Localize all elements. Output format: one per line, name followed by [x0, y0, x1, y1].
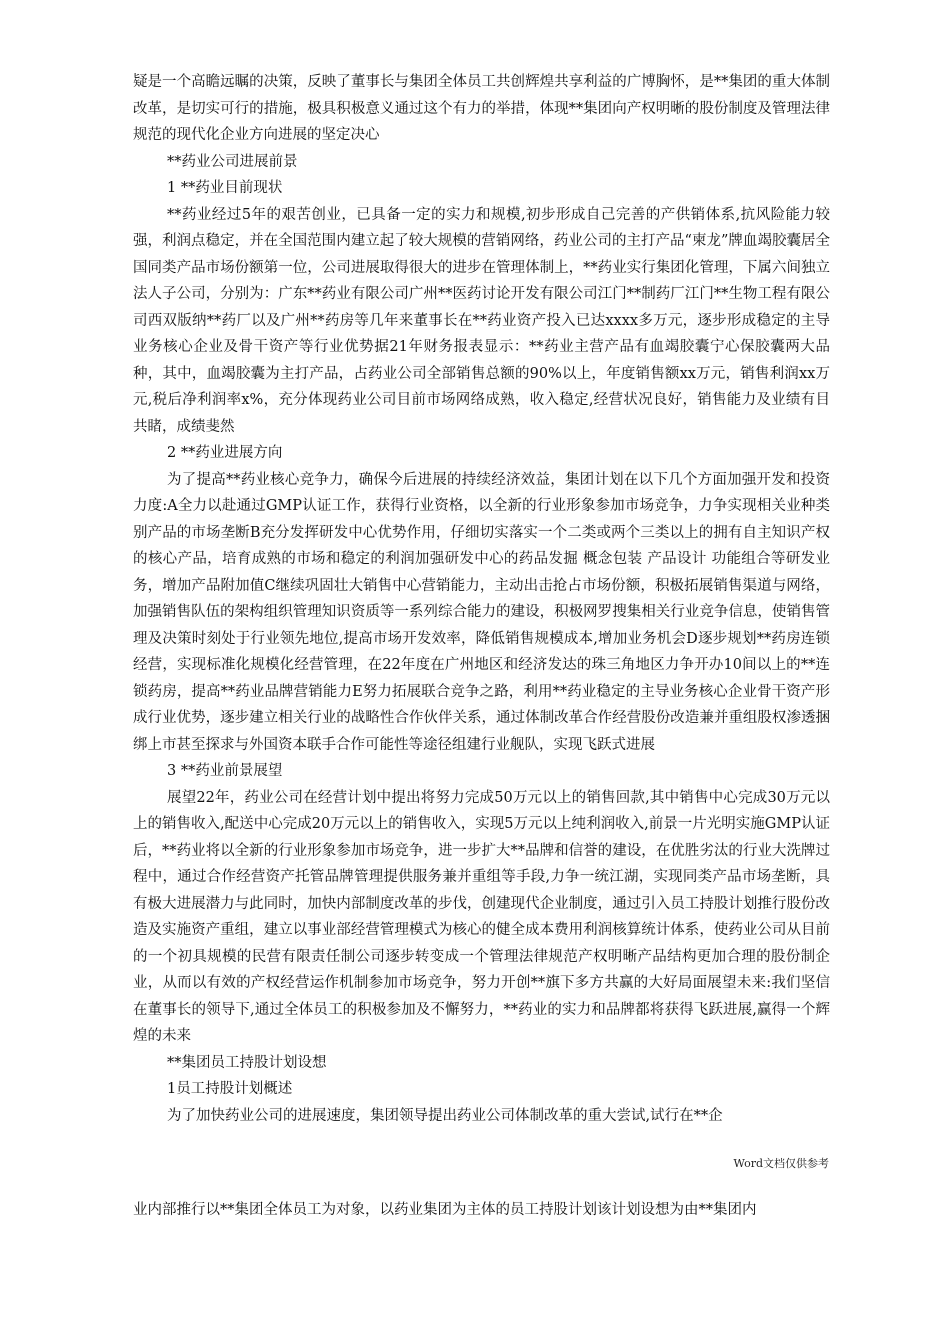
subheading-current-status: 1 **药业目前现状	[167, 180, 283, 196]
paragraph-direction: 为了提高**药业核心竞争力，确保今后进展的持续经济效益，集团计划在以下几个方面加强开发和投资力度:A全力以赴通过GMP认证工作，获得行业资格，以全新的行业形象参加市场竞争，力争实现相关业种类别产品的市场垄断B充分发挥研发中心优势作用，仔细切实落实一个二类或两个三类以上的拥有自主知识产权的核心产品，培育成熟的市场和稳定的利润加强研发中心的药品发掘 概念包装 产品设计 功能组合等研发业务，增加产品附加值C继续巩固壮大销售中心营销能力，主动出击抢占市场份额，积极拓展销售渠道与网络，加强销售队伍的架构组织管理知识资质等一系列综合能力的建设，积极网罗搜集相关行业竞争信息，使销售管理及决策时刻处于行业领先地位,提高市场开发效率，降低销售规模成本,增加业务机会D逐步规划**药房连锁经营，实现标准化规模化经营管理，在22年度在广州地区和经济发达的珠三角地区力争开办10间以上的**连锁药房，提高**药业品牌营销能力E努力拓展联合竞争之路，利用**药业稳定的主导业务核心企业骨干资产形成行业优势，逐步建立相关行业的战略性合作伙伴关系，通过体制改革合作经营股份改造兼并重组股权渗透捆绑上市甚至探求与外国资本联手合作可能性等途径组建行业舰队，实现飞跃式进展	[133, 471, 830, 753]
paragraph-esop-overview: 为了加快药业公司的进展速度，集团领导提出药业公司体制改革的重大尝试,试行在**企	[167, 1107, 723, 1124]
paragraph-current-status: **药业经过5年的艰苦创业，已具备一定的实力和规模,初步形成自己完善的产供销体系,抗风险能力较强，利润点稳定，并在全国范围内建立起了较大规模的营销网络，药业公司的主打产品“柬龙”牌血竭胶囊居全国同类产品市场份额第一位，公司进展取得很大的进步在管理体制上，**药业实行集团化管理，下属六间独立法人子公司，分别为：广东**药业有限公司广州**医药讨论开发有限公司江门**制药厂江门**生物工程有限公司西双版纳**药厂以及广州**药房等几年来董事长在**药业资产投入已达xxxx多万元，逐步形成稳定的主导业务核心企业及骨干资产等行业优势据21年财务报表显示：**药业主营产品有血竭胶囊宁心保胶囊两大品种，其中，血竭胶囊为主打产品，占药业公司全部销售总额的90%以上，年度销售额xx万元，销售利润xx万元,税后净利润率x%，充分体现药业公司目前市场网络成熟，收入稳定,经营状况良好，销售能力及业绩有目共睹，成绩斐然	[133, 206, 830, 435]
subheading-outlook: 3 **药业前景展望	[167, 763, 283, 779]
next-page-paragraph: 业内部推行以**集团全体员工为对象，以药业集团为主体的员工持股计划该计划设想为由**集团内	[133, 1202, 757, 1218]
paragraph-intro: 疑是一个高瞻远瞩的决策，反映了董事长与集团全体员工共创辉煌共享利益的广博胸怀，是**集团的重大体制改革，是切实可行的措施，极具积极意义通过这个有力的举措，体现**集团向产权明晰的股份制度及管理法律规范的现代化企业方向进展的坚定决心	[133, 74, 830, 143]
document-body	[133, 69, 830, 1129]
section-heading-esop: **集团员工持股计划设想	[167, 1054, 327, 1071]
paragraph-outlook: 展望22年，药业公司在经营计划中提出将努力完成50万元以上的销售回款,其中销售中心完成30万元以上的销售收入,配送中心完成20万元以上的销售收入，实现5万元以上纯利润收入,前景一片光明实施GMP认证后，**药业将以全新的行业形象参加市场竞争，进一步扩大**品牌和信誉的建设，在优胜劣汰的行业大洗牌过程中，通过合作经营资产托管品牌管理提供服务兼并重组等手段,力争一统江湖，实现同类产品市场垄断，具有极大进展潜力与此同时，加快内部制度改革的步伐，创建现代企业制度，通过引入员工持股计划推行股份改造及实施资产重组，建立以事业部经营管理模式为核心的健全成本费用利润核算统计体系，使药业公司从目前的一个初具规模的民营有限责任制公司逐步转变成一个管理法律规范产权明晰产品结构更加合理的股份制企业，从而以有效的产权经营运作机制参加市场竞争，努力开创**旗下多方共赢的大好局面展望未来:我们坚信在董事长的领导下,通过全体员工的积极参加及不懈努力，**药业的实力和品牌都将获得飞跃进展,赢得一个辉煌的未来	[133, 789, 830, 1044]
subheading-direction: 2 **药业进展方向	[167, 445, 283, 461]
page-footer-note: Word文档仅供参考	[733, 1157, 829, 1170]
subheading-esop-overview: 1员工持股计划概述	[167, 1081, 293, 1097]
section-heading-prospects: **药业公司进展前景	[167, 153, 298, 170]
